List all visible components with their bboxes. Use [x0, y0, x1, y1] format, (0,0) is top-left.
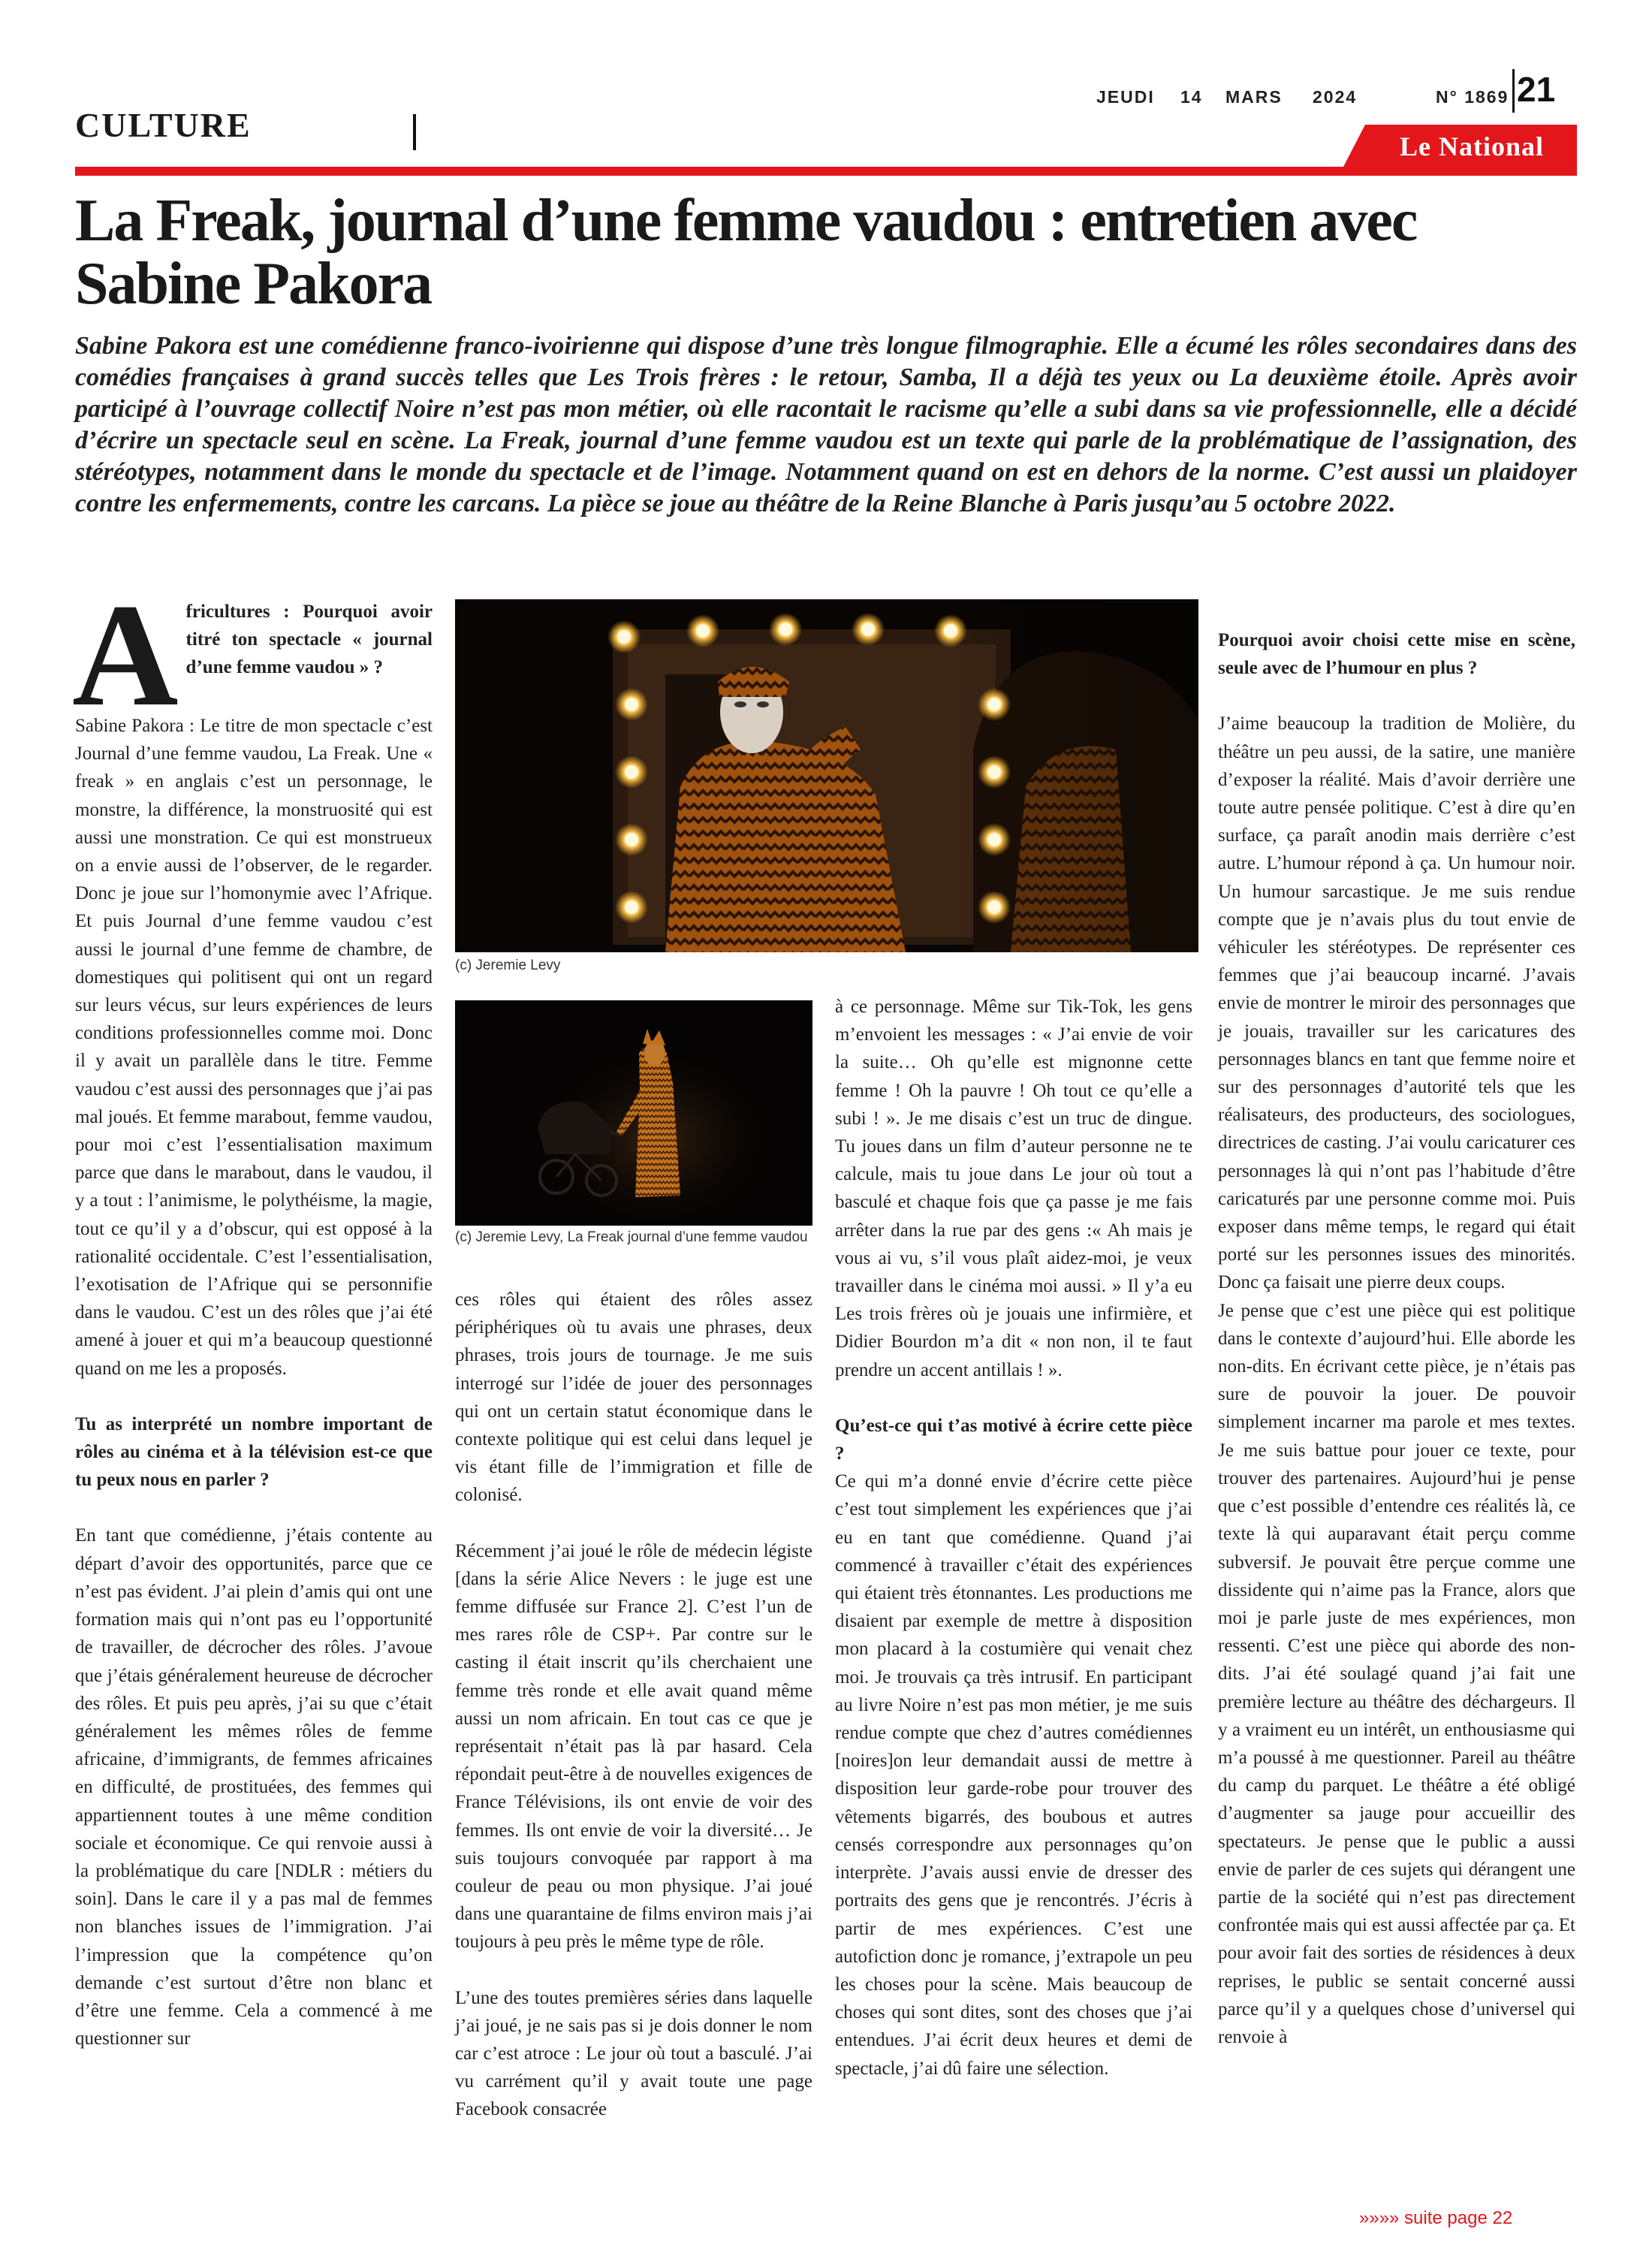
date-day: JEUDI	[1096, 87, 1155, 107]
column-3-paragraph-1: à ce personnage. Même sur Tik-Tok, les gens m’envoient les messages : « J’ai envie de voir la suite… Oh qu’elle est mignonne cette femme ! Oh la pauvre ! Oh tout ce qu’elle a subi ! ». Je me disais c’est un truc de dingue. Tu joues dans un film d’auteur personne ne te calcule, mais tu joue dans Le jour où tout a basculé et chaque fois que ça passe je me fais arrêter dans la rue par des gens :« Ah mais je vous ai vu, s’il vous plaît aidez-moi, je veux travailler dans le cinéma moi aussi. » Il y’a eu Les trois frères où je jouais une infirmière, et Didier Bourdon m’a dit « non non, il te faut prendre un accent antillais ! ».	[835, 997, 1192, 1380]
question-2: Tu as interprété un nombre important de rôles au cinéma et à la télévision est-ce que tu peux nous en parler ?	[75, 1413, 433, 1491]
date-month: MARS	[1225, 87, 1283, 107]
header-rule	[75, 167, 1577, 176]
continued-link[interactable]: »»»» suite page 22	[1359, 2208, 1513, 2228]
date-year: 2024	[1313, 87, 1358, 107]
photo-caption-1: (c) Jeremie Levy	[455, 958, 561, 973]
answer-1: Sabine Pakora : Le titre de mon spectacle c’est Journal d’une femme vaudou, La Freak. Une « freak » en anglais c’est un personnage, le monstre, la différence, la monstruosité qui est aussi une monstration. Ce qui est monstrueux on a envie aussi de l’observer, de le regarder. Donc je joue sur l’homonymie avec l’Afrique. Et puis Journal d’une femme vaudou c’est aussi le journal d’une femme de chambre, de domestiques qui politisent qui ont un regard sur leurs vécus, sur leurs expériences de leurs conditions professionnelles comme moi. Donc il y avait un parallèle dans le titre. Femme vaudou c’est aussi des personnages que j’ai pas mal joués. Et femme marabout, femme vaudou, pour moi c’est l’essentialisation maximum parce que dans le marabout, dans le vaudou, il y a tout : l’animisme, le polythéisme, la magie, tout ce qu’il y a d’obscur, qui est opposé à la rationalité occidentale. C’est l’essentialisation, l’exotisation de l’Afrique qui se personnifie dans le vaudou. C’est un des rôles que j’ai été amené à jouer et qui m’a beaucoup questionné quand on me les a proposés.	[75, 716, 433, 1379]
question-1: fricultures : Pourquoi avoir titré ton spectacle « journal d’une femme vaudou » ?	[185, 602, 433, 678]
issue-number: N° 1869	[1436, 87, 1509, 107]
photo-mirror-scene	[455, 599, 1198, 952]
photo-stage-image	[455, 1000, 812, 1226]
article-lead: Sabine Pakora est une comédienne franco-ivoirienne qui dispose d’une très longue filmographie. Elle a écumé les rôles secondaires dans des comédies françaises à grand succès telles que Les Trois frères : le retour, Samba, Il a déjà tes yeux ou La deuxième étoile. Après avoir participé à l’ouvrage collectif Noire n’est pas mon métier, où elle racontait le racisme qu’elle a subi dans sa vie professionnelle, elle a décidé d’écrire un spectacle seul en scène. La Freak, journal d’une femme vaudou est un texte qui parle de la problématique de l’assignation, des stéréotypes, notamment dans le monde du spectacle et de l’image. Notamment quand on est en dehors de la norme. C’est aussi un plaidoyer contre les enfermements, contre les carcans. La pièce se joue au théâtre de la Reine Blanche à Paris jusqu’au 5 octobre 2022.	[75, 332, 1577, 517]
answer-2: En tant que comédienne, j’étais contente au départ d’avoir des opportunités, parce que ce n’est pas évident. J’ai plein d’amis qui ont une formation mais qui n’ont pas eu l’opportunité de travailler, de décrocher des rôles. J’avoue que j’étais généralement heureuse de décrocher des rôles. Et puis peu après, j’ai su que c’était généralement les mêmes rôles de femme africaine, d’immigrants, de femmes africaines en difficulté, de prostituées, des femmes qui appartiennent toutes à une même condition sociale et économique. Ce qui renvoie aussi à la problématique du care [NDLR : métiers du soin]. Dans le care il y a pas mal de femmes non blanches issues de l’immigration. J’ai l’impression que la compétence qu’on demande c’est surtout d’être non blanc et d’être une femme. Cela a commencé à me questionner sur	[75, 1525, 433, 2049]
date-line	[1096, 81, 1547, 111]
section-title: CULTURE	[75, 106, 252, 144]
date-number: 14	[1180, 87, 1203, 107]
column-4	[1218, 626, 1575, 2051]
section-divider	[413, 114, 416, 150]
column-3	[835, 993, 1192, 2083]
column-2	[455, 1286, 812, 2124]
brand-name: Le National	[1399, 131, 1544, 161]
page-number: 21	[1517, 70, 1556, 109]
question-3: Qu’est-ce qui t’as motivé à écrire cette pièce ?	[835, 1415, 1192, 1464]
question-4: Pourquoi avoir choisi cette mise en scène, seule avec de l’humour en plus ?	[1218, 630, 1575, 679]
drop-cap: A	[72, 574, 179, 737]
answer-4-paragraph-2: Je pense que c’est une pièce qui est politique dans le contexte d’aujourd’hui. Elle aborde les non-dits. En écrivant cette pièce, je n’étais pas sure de pouvoir la jouer. De pouvoir simplement incarner ma parole et mes textes. Je me suis battue pour jouer ce texte, pour trouver des partenaires. Aujourd’hui je pense que c’est possible d’entendre ces réalités là, ce texte là qui auparavant était perçu comme subversif. Je pouvait être perçue comme une dissidente qui n’aime pas la France, alors que moi je parle juste de mes expériences, mon ressenti. C’est une pièce qui aborde des non-dits. J’ai été soulagé quand j’ai fait une première lecture au théâtre des déchargeurs. Il y a vraiment eu un intérêt, un enthousiasme qui m’a poussé à me questionner. Pareil au théâtre du camp du parquet. Le théâtre a été obligé d’augmenter sa jauge pour accueillir des spectateurs. Je pense que le public a aussi envie de parler de ces sujets qui dérangent une partie de la société qui n’est pas directement confrontée mais qui est aussi affectée par ça. Et pour avoir fait des sorties de résidences à deux reprises, le public se sentait concerné aussi parce qu’il y a quelques chose d’universel qui renvoie à	[1218, 1300, 1575, 2047]
answer-4-paragraph-1: J’aime beaucoup la tradition de Molière, du théâtre un peu aussi, de la satire, une manière d’exposer la réalité. Mais d’avoir derrière une toute autre pensée politique. C’est à dire qu’en surface, ça paraît anodin mais derrière c’est autre. L’humour répond à ça. Un humour noir. Un humour sarcastique. Je me suis rendue compte que je n’avais plus du tout envie de véhiculer les stéréotypes. De représenter ces femmes que j’ai beaucoup incarné. J’avais envie de montrer le miroir des personnages que je jouais, travailler sur les caricatures des personnages blancs en tant que femme noire et sur des personnages d’autorité tels que les réalisateurs, des producteurs, des sociologues, directrices de casting. J’ai voulu caricaturer ces personnages là qui n’ont pas l’habitude d’être caricaturés par une personne comme moi. Puis exposer dans même temps, le regard qui était porté sur les personnes issues des minorités. Donc ça faisait une pierre deux coups.	[1218, 713, 1575, 1293]
column-1	[72, 574, 433, 2052]
column-2-paragraph-3: L’une des toutes premières séries dans laquelle j’ai joué, je ne sais pas si je dois donner le nom car c’est atroce : Le jour où tout a basculé. J’ai vu carrément qu’il y avait toute une page Facebook consacrée	[455, 1987, 812, 2120]
column-2-paragraph-1: ces rôles qui étaient des rôles assez périphériques où tu avais une phrases, deux phrases, trois jours de tournage. Je me suis interrogé sur l’idée de jouer des personnages qui ont un certain statut économique dans le contexte politique qui est celui dans lequel je vis étant fille de l’immigration et fille de colonisé.	[455, 1289, 812, 1506]
photo-stage-scene	[455, 1000, 812, 1226]
article-headline: La Freak, journal d’une femme vaudou : entretien avec Sabine Pakora	[75, 188, 1417, 317]
photo-mirror-image	[455, 599, 1198, 952]
page-divider	[1512, 69, 1515, 113]
answer-3: Ce qui m’a donné envie d’écrire cette pièce c’est tout simplement les expériences que j’ai eu en tant que comédienne. Quand j’ai commencé à travailler c’était des expériences qui étaient très étonnantes. Les productions me disaient par exemple de mettre à disposition mon placard à la costumière qui venait chez moi. Je trouvais ça très intrusif. En participant au livre Noire n’est pas mon métier, je me suis rendue compte que chez d’autres comédiennes [noires]on leur demandait aussi de mettre à disposition leur garde-robe pour trouver des vêtements bigarrés, des boubous et autres censés correspondre aux personnages qu’on interprète. J’avais aussi envie de dresser des portraits des gens que je rencontrés. J’écris à partir de mes expériences. C’est une autofiction donc je romance, j’extrapole un peu les choses pour la scène. Mais beaucoup de choses qui sont dites, sont des choses que j’ai entendues. J’ai écrit deux heures et demi de spectacle, j’ai dû faire une sélection.	[835, 1471, 1192, 2079]
column-2-paragraph-2: Récemment j’ai joué le rôle de médecin légiste [dans la série Alice Nevers : le juge est une femme diffusée sur France 2]. C’est l’un de mes rares rôle de CSP+. Par contre sur le casting il était inscrit qu’ils cherchaient une femme très ronde et elle avait quand même aussi un nom africain. En tout cas ce que je représentait n’était pas là par hasard. Cela répondait peut-être à de nouvelles exigences de France Télévisions, ils ont envie de voir des femmes. Ils ont envie de voir la diversité… Je suis toujours convoquée par rapport à ma couleur de peau ou mon physique. J’ai joué dans une quarantaine de films environ mais j’ai toujours à peu près le même type de rôle.	[455, 1540, 812, 1953]
photo-caption-2: (c) Jeremie Levy, La Freak journal d’une femme vaudou	[455, 1229, 808, 1245]
